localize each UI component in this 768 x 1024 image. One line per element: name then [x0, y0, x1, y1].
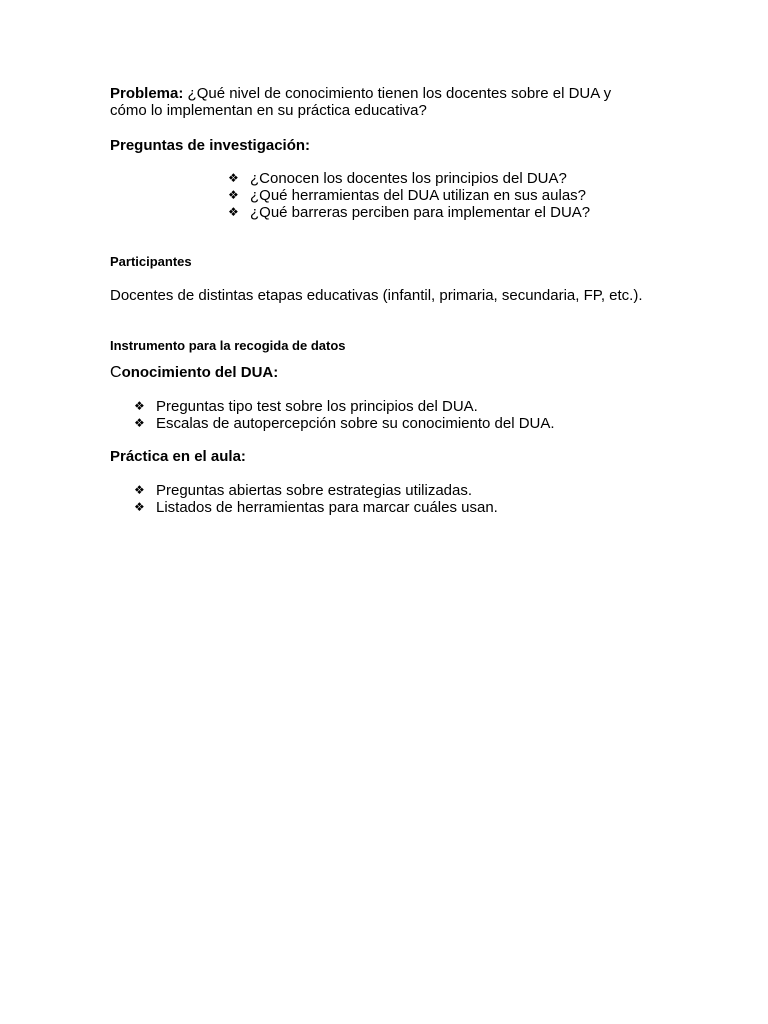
practice-heading: Práctica en el aula: [110, 448, 246, 465]
knowledge-heading-rest: onocimiento del DUA: [121, 364, 279, 381]
practice-list [134, 482, 498, 516]
diamond-bullet-icon: ❖ [134, 500, 145, 514]
diamond-bullet-icon: ❖ [134, 399, 145, 413]
list-item [228, 187, 590, 204]
instrument-heading: Instrumento para la recogida de datos [110, 338, 346, 353]
diamond-bullet-icon: ❖ [134, 416, 145, 430]
participants-text: Docentes de distintas etapas educativas (infantil, primaria, secundaria, FP, etc.). [110, 287, 643, 304]
research-question-text: ¿Qué barreras perciben para implementar el DUA? [250, 204, 591, 221]
participants-heading: Participantes [110, 254, 192, 269]
list-item [228, 204, 590, 221]
diamond-bullet-icon: ❖ [134, 483, 145, 497]
knowledge-heading [110, 364, 650, 381]
list-item [134, 499, 498, 516]
list-item [134, 398, 555, 415]
diamond-bullet-icon: ❖ [228, 205, 239, 219]
list-item [134, 415, 555, 432]
knowledge-item-text: Preguntas tipo test sobre los principios del DUA. [156, 398, 478, 415]
practice-item-text: Preguntas abiertas sobre estrategias utilizadas. [156, 482, 473, 499]
practice-item-text: Listados de herramientas para marcar cuáles usan. [156, 499, 498, 516]
research-questions-list [228, 170, 590, 221]
problem-statement [110, 85, 650, 119]
list-item [228, 170, 590, 187]
knowledge-list [134, 398, 555, 432]
knowledge-heading-initial: C [110, 364, 122, 381]
list-item [134, 482, 498, 499]
research-questions-heading: Preguntas de investigación: [110, 137, 311, 154]
problem-text: ¿Qué nivel de conocimiento tienen los docentes sobre el DUA y cómo lo implementan en su práctica educativa? [110, 85, 612, 119]
problem-label: Problema: [110, 85, 184, 102]
knowledge-item-text: Escalas de autopercepción sobre su conocimiento del DUA. [156, 415, 555, 432]
research-question-text: ¿Conocen los docentes los principios del DUA? [250, 170, 567, 187]
diamond-bullet-icon: ❖ [228, 188, 239, 202]
research-question-text: ¿Qué herramientas del DUA utilizan en sus aulas? [250, 187, 587, 204]
diamond-bullet-icon: ❖ [228, 171, 239, 185]
